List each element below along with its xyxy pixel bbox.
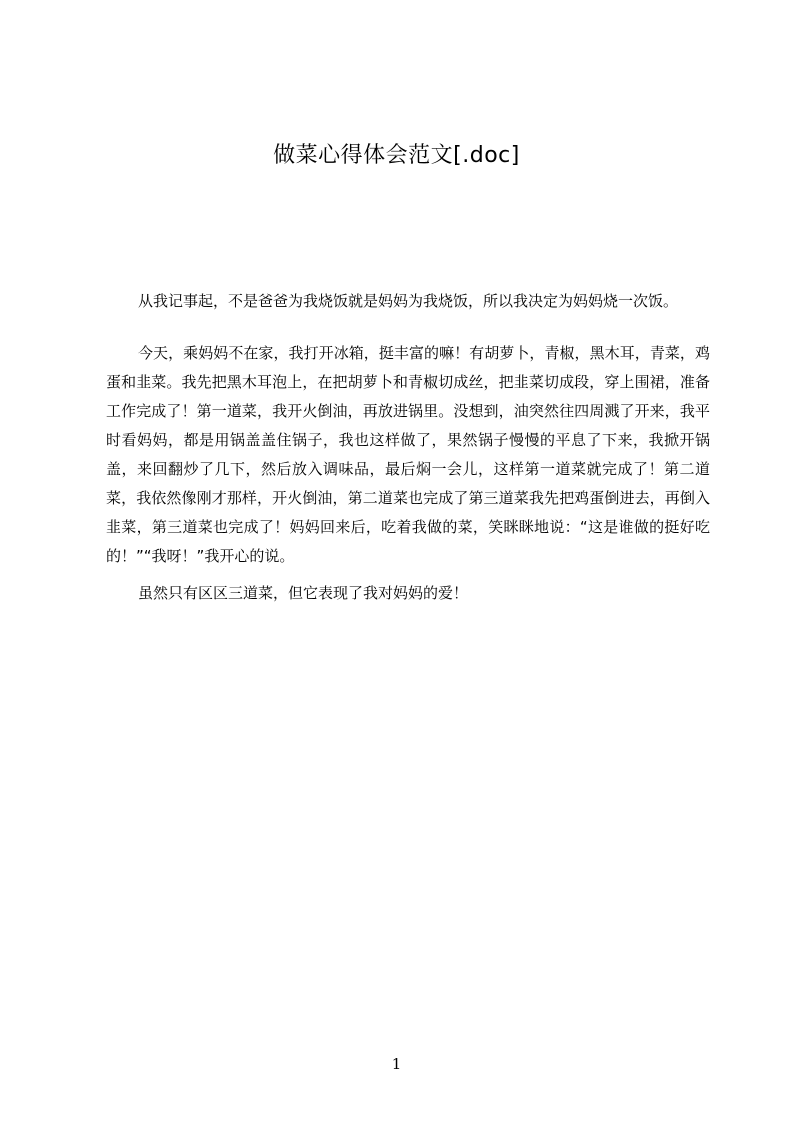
paragraph-2: 今天，乘妈妈不在家，我打开冰箱，挺丰富的嘛！有胡萝卜，青椒，黑木耳，青菜，鸡蛋和韭菜。我先把黑木耳泡上，在把胡萝卜和青椒切成丝，把韭菜切成段，穿上围裙，准备工作完成了！第一道菜，我开火倒油，再放进锅里。没想到，油突然往四周溅了开来，我平时看妈妈，都是用锅盖盖住锅子，我也这样做了，果然锅子慢慢的平息了下来，我掀开锅盖，来回翻炒了几下，然后放入调味品，最后焖一会儿，这样第一道菜就完成了！第二道菜，我依然像刚才那样，开火倒油，第二道菜也完成了第三道菜我先把鸡蛋倒进去，再倒入韭菜，第三道菜也完成了！妈妈回来后，吃着我做的菜，笑眯眯地说：“这是谁做的挺好吃的！”“我呀！”我开心的说。 <box>106 344 710 565</box>
document-title: 做菜心得体会范文[.doc] <box>273 143 520 168</box>
paragraph-3: 虽然只有区区三道菜，但它表现了我对妈妈的爱！ <box>138 584 469 602</box>
page-number: 1 <box>391 1055 402 1073</box>
paragraph-1: 从我记事起，不是爸爸为我烧饭就是妈妈为我烧饭，所以我决定为妈妈烧一次饭。 <box>138 292 679 310</box>
